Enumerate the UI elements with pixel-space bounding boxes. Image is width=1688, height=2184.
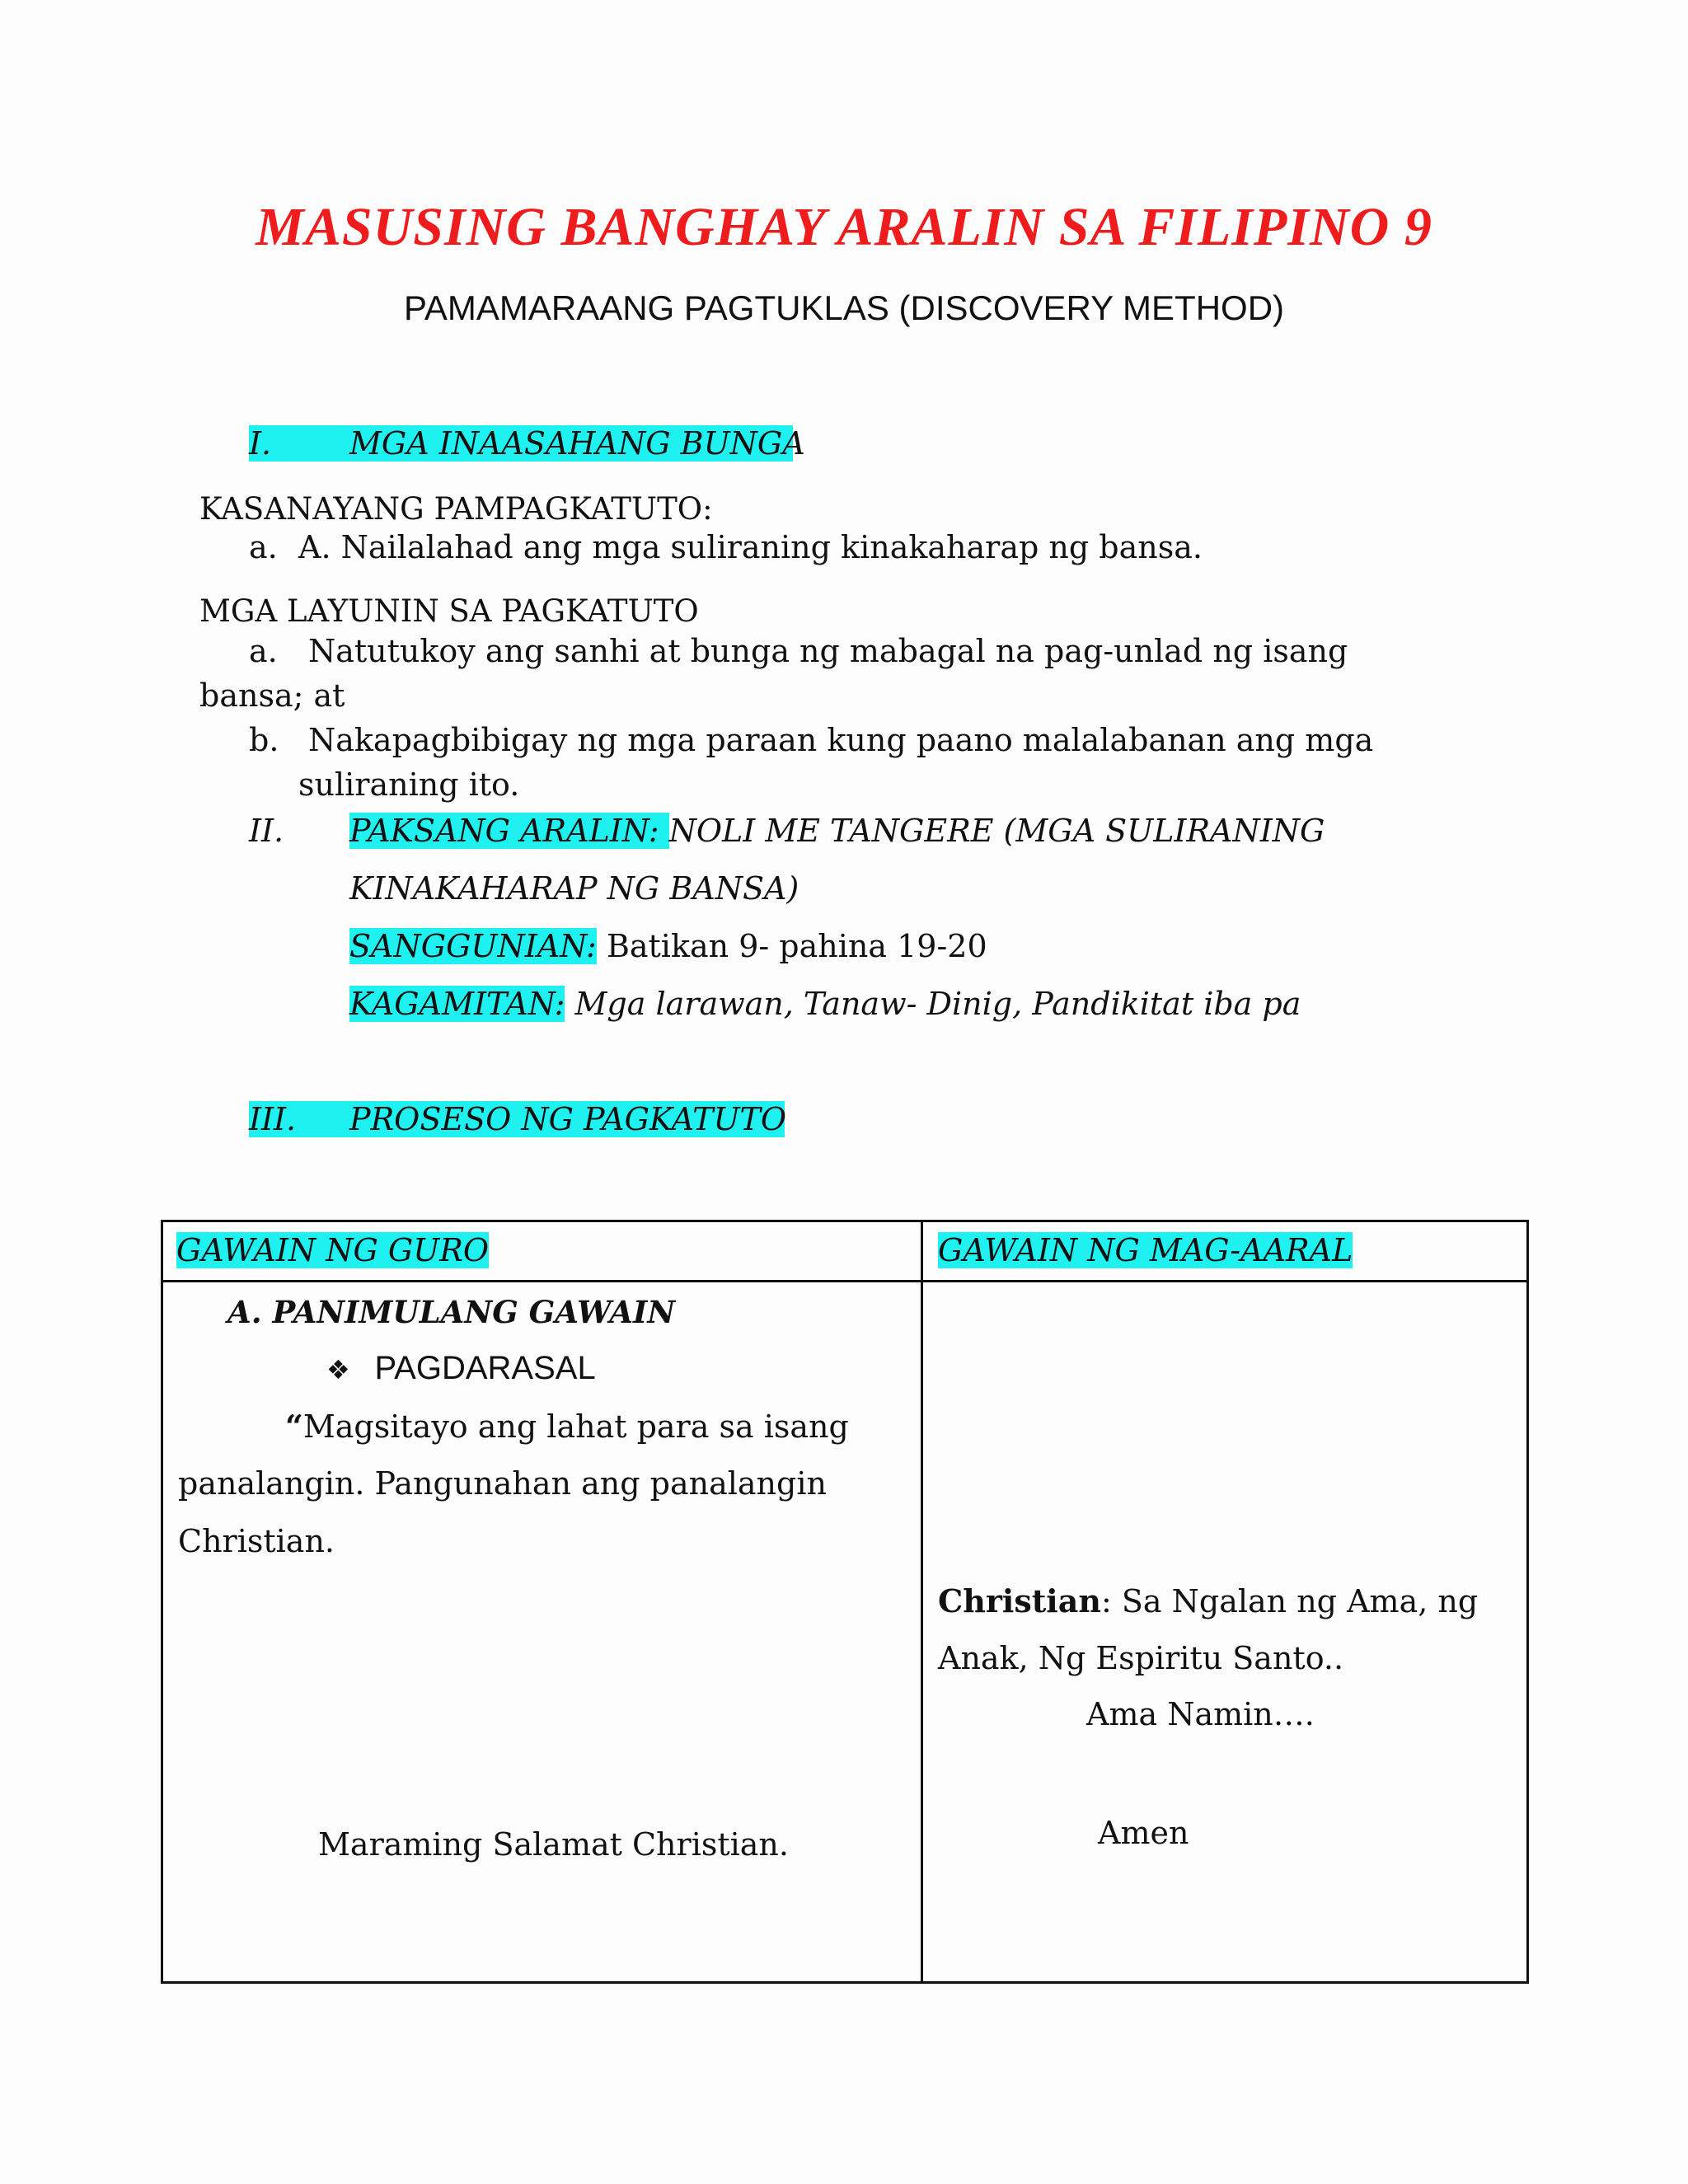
objective-b-continuation: suliraning ito. [298,766,520,803]
student-line-2: Anak, Ng Espiritu Santo.. [938,1640,1344,1676]
student-line-1 [938,1582,1478,1619]
kagamitan-text: Mga larawan, Tanaw- Dinig, Pandikitat iba pa [565,986,1301,1022]
document-title: MASUSING BANGHAY ARALIN SA FILIPINO 9 [256,197,1432,257]
objective-a-continuation: bansa; at [199,677,345,714]
teacher-column-label: GAWAIN NG GURO [176,1232,490,1268]
objectives-label: MGA LAYUNIN SA PAGKATUTO [199,593,699,629]
kagamitan-line [349,986,1301,1022]
teacher-thanks: Maraming Salamat Christian. [318,1826,789,1863]
table-header-teacher [162,1221,922,1282]
skill-a-letter: a. [249,529,278,565]
section-2-paksa [249,813,1325,849]
section-2-numeral: II. [249,813,284,849]
student-column-label: GAWAIN NG MAG-AARAL [938,1232,1353,1268]
teacher-activity-cell [162,1282,922,1983]
skills-label: KASANAYANG PAMPAGKATUTO: [199,491,713,527]
teacher-line-1 [285,1408,849,1445]
teacher-line-2: panalangin. Pangunahan ang panalangin [178,1465,827,1502]
skill-item-a [249,529,1203,565]
part-a-heading: A. PANIMULANG GAWAIN [227,1294,676,1330]
document-subtitle: PAMAMARAANG PAGTUKLAS (DISCOVERY METHOD) [403,288,1285,327]
sanggunian-label: SANGGUNIAN: [349,928,597,964]
student-name: Christian [938,1582,1101,1619]
teacher-line-1-text: Magsitayo ang lahat para sa isang [302,1408,849,1445]
section-1-title: MGA INAASAHANG BUNGA [349,425,805,462]
objective-item-b [249,722,1373,758]
student-amen: Amen [1098,1815,1189,1851]
objective-a-letter: a. [249,633,278,669]
teacher-line-3: Christian. [178,1523,335,1559]
table-header-student [922,1221,1528,1282]
section-1-numeral: I. [249,425,272,462]
skill-a-text: A. Nailalahad ang mga suliraning kinakaharap ng bansa. [298,529,1203,565]
open-quote: “ [285,1408,303,1445]
objective-a-text: Natutukoy ang sanhi at bunga ng mabagal na pag-unlad ng isang [308,633,1348,669]
lesson-table [161,1220,1529,1984]
sanggunian-line [349,928,987,964]
section-1-heading [249,425,805,462]
objective-b-letter: b. [249,722,279,758]
prayer-bullet [326,1350,596,1387]
objective-b-text: Nakapagbibigay ng mga paraan kung paano malalabanan ang mga [308,722,1374,758]
student-line-1-text: : Sa Ngalan ng Ama, ng [1100,1583,1479,1619]
sanggunian-text: Batikan 9- pahina 19-20 [596,928,987,964]
paksa-text: NOLI ME TANGERE (MGA SULIRANING [668,813,1325,849]
section-3-heading [249,1101,785,1137]
section-3-title: PROSESO NG PAGKATUTO [349,1101,787,1137]
section-3-numeral: III. [249,1101,297,1137]
prayer-label: PAGDARASAL [374,1350,596,1386]
kagamitan-label: KAGAMITAN: [349,986,565,1022]
diamond-bullet-icon: ❖ [326,1354,350,1385]
paksa-label: PAKSANG ARALIN: [349,813,669,849]
student-activity-cell [922,1282,1528,1983]
student-line-3: Ama Namin…. [1086,1696,1315,1732]
paksa-continuation: KINAKAHARAP NG BANSA) [349,870,799,907]
objective-item-a [249,633,1348,669]
